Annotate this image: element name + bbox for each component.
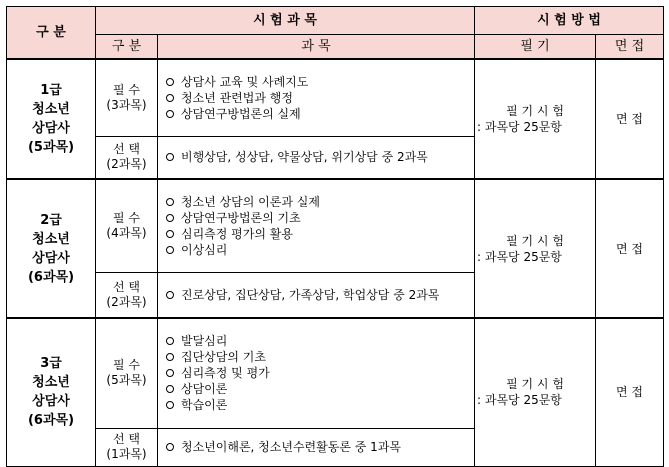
subject-text: 진로상담, 집단상담, 가족상담, 학업상담 중 2과목 xyxy=(181,287,440,302)
subject-item xyxy=(166,397,468,413)
subject-text: 심리측정 및 평가 xyxy=(181,366,270,381)
grade-name-line: 상담사 xyxy=(32,250,70,266)
exam-subjects-table xyxy=(6,6,664,467)
written-exam-detail: : 과목당 25문항 xyxy=(477,393,562,408)
required-label: 필 수 xyxy=(113,82,140,97)
grade-row-required xyxy=(7,179,664,272)
elective-kind xyxy=(96,136,158,179)
circle-bullet-icon xyxy=(166,337,174,345)
subject-text: 상담사 교육 및 사례지도 xyxy=(181,74,309,89)
subject-text: 청소년 관련법과 행정 xyxy=(181,90,293,105)
circle-bullet-icon xyxy=(166,198,174,206)
required-kind xyxy=(96,179,158,272)
circle-bullet-icon xyxy=(166,246,174,254)
circle-bullet-icon xyxy=(166,214,174,222)
elective-label: 선 택 xyxy=(113,142,140,157)
grade-name xyxy=(7,59,96,179)
header-group: 구 분 xyxy=(7,7,96,60)
required-subjects xyxy=(158,179,475,272)
subject-item xyxy=(166,439,468,455)
elective-kind xyxy=(96,272,158,318)
subject-text: 상담연구방법론의 실제 xyxy=(181,106,301,121)
grade-name-line: 1급 xyxy=(40,83,62,98)
required-count: (4과목) xyxy=(106,225,147,240)
grade-name-line: 청소년 xyxy=(32,102,70,117)
header-exam-method: 시 험 방 법 xyxy=(475,7,664,35)
written-exam-detail: : 과목당 25문항 xyxy=(477,249,562,264)
grade-name-line: (6과목) xyxy=(27,269,75,285)
written-exam xyxy=(475,318,596,466)
grade-name-line: 2급 xyxy=(40,212,62,228)
grade-name xyxy=(7,179,96,318)
written-exam-label: 필 기 시 험 xyxy=(506,233,564,248)
required-label: 필 수 xyxy=(113,358,140,373)
subject-item xyxy=(166,210,468,226)
circle-bullet-icon xyxy=(166,78,174,86)
grade-name-line: (5과목) xyxy=(27,140,75,155)
grade-name-line: 3급 xyxy=(40,356,62,372)
grade-row-required xyxy=(7,318,664,428)
subject-text: 발달심리 xyxy=(181,334,228,349)
elective-label: 선 택 xyxy=(113,432,140,446)
elective-count: (2과목) xyxy=(106,294,147,309)
grade-name-line: (6과목) xyxy=(27,413,75,429)
header-interview: 면 접 xyxy=(596,35,664,60)
written-exam-label: 필 기 시 험 xyxy=(506,104,564,118)
subject-item xyxy=(166,106,468,122)
header-exam-subjects: 시 험 과 목 xyxy=(96,7,475,35)
subject-item xyxy=(166,149,468,165)
subject-item xyxy=(166,74,468,90)
header-subjects: 과 목 xyxy=(158,35,475,60)
circle-bullet-icon xyxy=(166,291,174,299)
interview-exam: 면 접 xyxy=(596,179,664,318)
circle-bullet-icon xyxy=(166,385,174,393)
required-label: 필 수 xyxy=(113,210,140,225)
subject-text: 이상심리 xyxy=(181,242,228,257)
subject-text: 집단상담의 기초 xyxy=(181,350,266,365)
elective-count: (2과목) xyxy=(106,157,147,172)
subject-text: 비행상담, 성상담, 약물상담, 위기상담 중 2과목 xyxy=(181,150,428,165)
subject-item xyxy=(166,242,468,258)
subject-text: 학습이론 xyxy=(181,398,228,413)
elective-count: (1과목) xyxy=(106,447,147,461)
circle-bullet-icon xyxy=(166,110,174,118)
subject-item xyxy=(166,349,468,365)
grade-name-line: 상담사 xyxy=(32,121,70,136)
written-exam xyxy=(475,179,596,318)
grade-row-required xyxy=(7,59,664,136)
subject-item xyxy=(166,287,468,303)
subject-text: 청소년 상담의 이론과 실제 xyxy=(181,194,320,209)
header-row-1 xyxy=(7,7,664,35)
subject-item xyxy=(166,90,468,106)
written-exam-label: 필 기 시 험 xyxy=(506,377,564,392)
subject-item xyxy=(166,194,468,210)
grade-name-line: 청소년 xyxy=(32,375,70,391)
elective-subjects xyxy=(158,428,475,466)
subject-item xyxy=(166,381,468,397)
required-kind xyxy=(96,59,158,136)
circle-bullet-icon xyxy=(166,401,174,409)
circle-bullet-icon xyxy=(166,369,174,377)
circle-bullet-icon xyxy=(166,94,174,102)
subject-item xyxy=(166,226,468,242)
circle-bullet-icon xyxy=(166,443,174,451)
elective-label: 선 택 xyxy=(113,279,140,294)
header-sub-group: 구 분 xyxy=(96,35,158,60)
grade-name-line: 청소년 xyxy=(32,231,70,247)
header-row-2 xyxy=(7,35,664,60)
interview-exam: 면 접 xyxy=(596,318,664,466)
written-exam xyxy=(475,59,596,179)
required-subjects xyxy=(158,318,475,428)
header-written: 필 기 xyxy=(475,35,596,60)
elective-subjects xyxy=(158,136,475,179)
subject-item xyxy=(166,365,468,381)
elective-kind xyxy=(96,428,158,466)
circle-bullet-icon xyxy=(166,230,174,238)
circle-bullet-icon xyxy=(166,353,174,361)
subject-item xyxy=(166,333,468,349)
interview-exam: 면 접 xyxy=(596,59,664,179)
required-kind xyxy=(96,318,158,428)
circle-bullet-icon xyxy=(166,153,174,161)
elective-subjects xyxy=(158,272,475,318)
subject-text: 상담연구방법론의 기초 xyxy=(181,210,301,225)
required-count: (5과목) xyxy=(106,373,147,388)
subject-text: 심리측정 평가의 활용 xyxy=(181,226,293,241)
subject-text: 상담이론 xyxy=(181,382,228,397)
grade-name-line: 상담사 xyxy=(32,394,70,410)
required-subjects xyxy=(158,59,475,136)
required-count: (3과목) xyxy=(106,97,147,112)
subject-text: 청소년이해론, 청소년수련활동론 중 1과목 xyxy=(181,440,401,454)
grade-name xyxy=(7,318,96,466)
written-exam-detail: : 과목당 25문항 xyxy=(477,120,562,134)
